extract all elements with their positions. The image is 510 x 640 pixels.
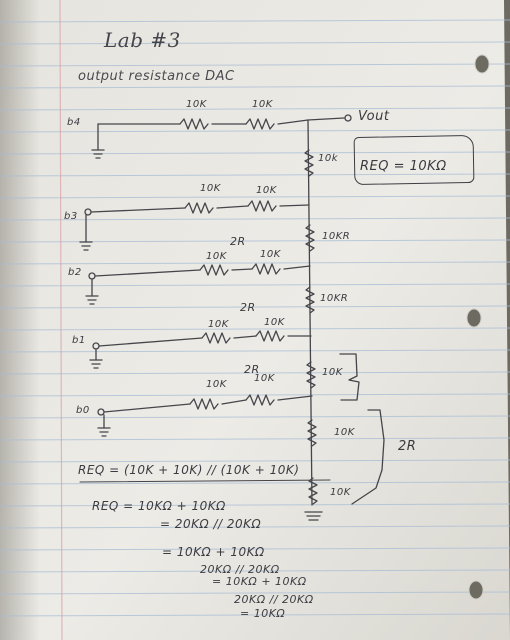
calc-line: = 20KΩ // 20KΩ — [160, 517, 262, 531]
page-title: Lab #3 — [104, 28, 181, 52]
calc-line: = 10KΩ — [240, 607, 286, 620]
resistor-label: 10K — [254, 373, 275, 384]
bracket-bottom — [352, 410, 384, 504]
bit0-branch — [98, 395, 312, 436]
vout-label: Vout — [358, 109, 390, 124]
ladder-resistor-label: 10k — [318, 153, 339, 164]
calc-line: 20KΩ // 20KΩ — [234, 593, 314, 606]
calc-line: = 10KΩ + 10KΩ — [162, 545, 265, 559]
resistor-label: 10K — [260, 249, 281, 260]
two-r-label: 2R — [244, 363, 260, 376]
ladder-resistor-label: 10K — [322, 367, 343, 378]
calc-line: 20KΩ // 20KΩ — [200, 563, 280, 576]
resistor-label: 10K — [256, 185, 277, 196]
bottom-resistor-label: 10K — [334, 427, 355, 438]
page-subtitle: output resistance DAC — [78, 69, 235, 84]
result-box-text: REQ = 10KΩ — [360, 159, 447, 174]
two-r-label: 2R — [240, 301, 256, 314]
ladder-resistor-label: 10KR — [322, 231, 351, 242]
resistor-label: 10K — [206, 251, 227, 262]
equation-underlines — [80, 480, 330, 482]
bit-label-b1: b1 — [72, 335, 86, 346]
bit3-branch — [80, 201, 309, 250]
bottom-ground-symbol — [305, 512, 322, 520]
calc-line: = 10KΩ + 10KΩ — [212, 575, 307, 588]
bit1-branch — [90, 331, 311, 368]
bit2-branch — [86, 264, 310, 304]
bit4-branch — [92, 115, 351, 158]
bottom-resistor-1 — [308, 420, 316, 446]
calc-line: REQ = (10K + 10K) // (10K + 10K) — [78, 463, 300, 477]
calc-line: REQ = 10KΩ + 10KΩ — [92, 499, 226, 513]
bit-label-b3: b3 — [64, 211, 78, 222]
resistor-label: 10K — [206, 379, 227, 390]
resistor-label: 10K — [186, 99, 207, 110]
resistor-label: 10K — [208, 319, 229, 330]
bottom-resistor-label: 10K — [330, 487, 351, 498]
bit-label-b2: b2 — [68, 267, 82, 278]
bottom-resistor-2 — [309, 478, 317, 504]
resistor-label: 10K — [200, 183, 221, 194]
bit-label-b4: b4 — [67, 117, 81, 128]
resistor-label: 10K — [264, 317, 285, 328]
resistor-label: 10K — [252, 99, 273, 110]
ladder-resistor-label: 10KR — [320, 293, 349, 304]
bit-label-b0: b0 — [76, 405, 90, 416]
two-r-label: 2R — [398, 439, 417, 454]
two-r-label: 2R — [230, 235, 246, 248]
ladder-resistor-2 — [306, 225, 314, 251]
